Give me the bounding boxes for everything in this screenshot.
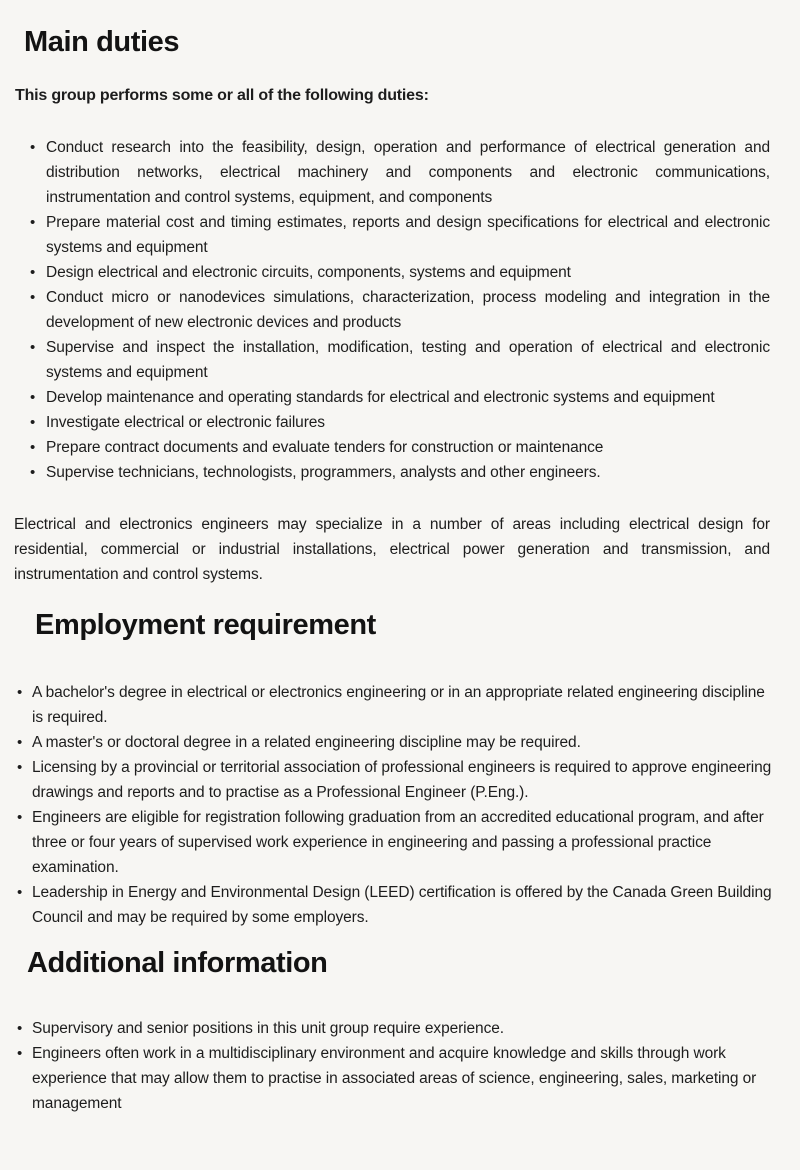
- list-item: • A master's or doctoral degree in a related engineering discipline may be required.: [32, 730, 774, 755]
- additional-information-heading: Additional information: [27, 947, 328, 979]
- list-item: • Supervisory and senior positions in this unit group require experience.: [32, 1016, 774, 1041]
- list-item: • Investigate electrical or electronic failures: [46, 410, 770, 435]
- list-item: • Engineers are eligible for registration following graduation from an accredited educational program, and after three or four years of supervised work experience in engineering and passing a professional practice examination.: [32, 805, 774, 880]
- list-item: • Prepare contract documents and evaluate tenders for construction or maintenance: [46, 435, 770, 460]
- list-item: • Licensing by a provincial or territorial association of professional engineers is required to approve engineering drawings and reports and to practise as a Professional Engineer (P.Eng.).: [32, 755, 774, 805]
- employment-requirement-heading: Employment requirement: [35, 609, 376, 641]
- list-item: • Develop maintenance and operating standards for electrical and electronic systems and equipment: [46, 385, 770, 410]
- additional-information-list: [0, 1016, 800, 1116]
- list-item: • Prepare material cost and timing estimates, reports and design specifications for electrical and electronic systems and equipment: [46, 210, 770, 260]
- main-duties-intro: This group performs some or all of the following duties:: [15, 87, 429, 104]
- list-item: • Leadership in Energy and Environmental Design (LEED) certification is offered by the Canada Green Building Council and may be required by some employers.: [32, 880, 774, 930]
- list-item: • Supervise and inspect the installation, modification, testing and operation of electrical and electronic systems and equipment: [46, 335, 770, 385]
- list-item: • Conduct micro or nanodevices simulations, characterization, process modeling and integration in the development of new electronic devices and products: [46, 285, 770, 335]
- list-item: • A bachelor's degree in electrical or electronics engineering or in an appropriate related engineering discipline is required.: [32, 680, 774, 730]
- main-duties-heading: Main duties: [24, 26, 180, 58]
- list-item: • Design electrical and electronic circuits, components, systems and equipment: [46, 260, 770, 285]
- main-duties-list: [0, 135, 800, 485]
- list-item: • Engineers often work in a multidisciplinary environment and acquire knowledge and skills through work experience that may allow them to practise in associated areas of science, engineering, sales, marketing or management: [32, 1041, 774, 1116]
- employment-requirement-list: [0, 680, 800, 930]
- specialization-paragraph: Electrical and electronics engineers may specialize in a number of areas including electrical design for residential, commercial or industrial installations, electrical power generation and transmission, and instrumentation and control systems.: [14, 516, 770, 583]
- list-item: • Supervise technicians, technologists, programmers, analysts and other engineers.: [46, 460, 770, 485]
- list-item: • Conduct research into the feasibility, design, operation and performance of electrical generation and distribution networks, electrical machinery and components and electronic communications, instrumentation and control systems, equipment, and components: [46, 135, 770, 210]
